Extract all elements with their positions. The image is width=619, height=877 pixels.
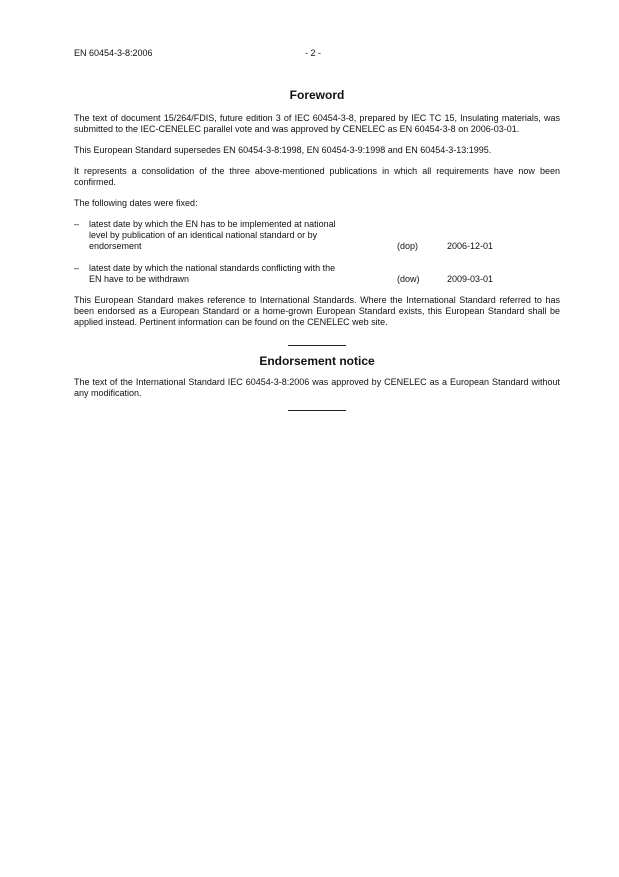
page-number: - 2 - (305, 48, 322, 58)
date-item-code: (dow) (397, 274, 420, 284)
date-item-dow (74, 263, 560, 285)
endorsement-heading: Endorsement notice (259, 354, 375, 368)
foreword-paragraph-consolidation: It represents a consolidation of the three above-mentioned publications in which all requirements have now been confirmed. (74, 166, 560, 187)
foreword-paragraph-references: This European Standard makes reference to International Standards. Where the International Standard referred to has been endorsed as a European Standard or a home-grown European Standard exists, this European Standard shall be applied instead. Pertinent information can be found on the CENELEC web site. (74, 295, 560, 327)
page-content (74, 88, 560, 411)
date-item-date: 2006-12-01 (447, 241, 494, 251)
endorsement-paragraph: The text of the International Standard IEC 60454-3-8:2006 was approved by CENELEC as a European Standard without any modification. (74, 377, 560, 398)
date-item-code: (dop) (397, 241, 419, 251)
document-id: EN 60454-3-8:2006 (74, 48, 153, 58)
list-dash: – (74, 219, 80, 229)
date-item-text: latest date by which the EN has to be implemented at national level by publication of an identical national standard or by endorsement (89, 219, 336, 251)
foreword-paragraph-supersedes: This European Standard supersedes EN 60454-3-8:1998, EN 60454-3-9:1998 and EN 60454-3-13:1995. (74, 145, 492, 155)
section-divider (288, 345, 346, 346)
foreword-heading: Foreword (289, 88, 345, 102)
date-item-dop (74, 219, 560, 252)
list-dash: – (74, 263, 80, 273)
dates-list (74, 219, 560, 285)
foreword-paragraph-fdis: The text of document 15/264/FDIS, future edition 3 of IEC 60454-3-8, prepared by IEC TC 15, Insulating materials, was submitted to the IEC-CENELEC parallel vote and was approved by CENELEC as EN 60454-3-8 on 2006-03-01. (74, 113, 560, 134)
date-item-text: latest date by which the national standards conflicting with the EN have to be withdrawn (89, 263, 336, 284)
date-item-date: 2009-03-01 (447, 274, 494, 284)
foreword-paragraph-dates-intro: The following dates were fixed: (74, 198, 198, 208)
end-divider (288, 410, 346, 411)
